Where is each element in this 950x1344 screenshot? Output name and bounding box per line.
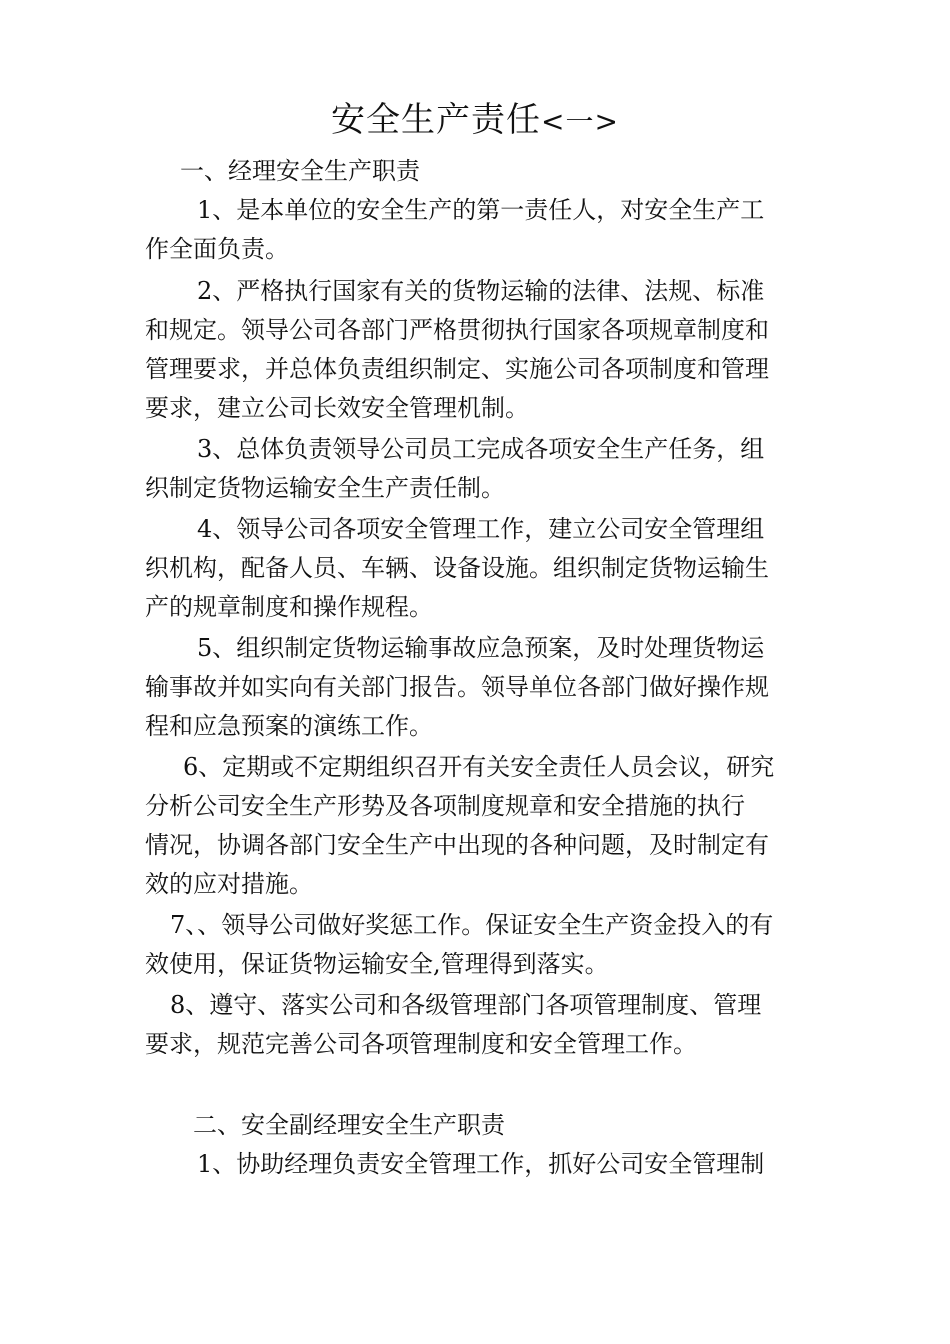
s1-item2-line2: 和规定。领导公司各部门严格贯彻执行国家各项规章制度和 bbox=[145, 316, 769, 344]
s2-item1-line1: 1、协助经理负责安全管理工作，抓好公司安全管理制 bbox=[197, 1150, 765, 1178]
s1-item5-line3: 程和应急预案的演练工作。 bbox=[145, 712, 433, 740]
s1-item4-line1: 4、领导公司各项安全管理工作，建立公司安全管理组 bbox=[197, 515, 765, 543]
title-text: 安全生产责任 bbox=[331, 100, 542, 140]
s1-item5-line2: 输事故并如实向有关部门报告。领导单位各部门做好操作规 bbox=[145, 673, 769, 701]
s1-item3-line2: 织制定货物运输安全生产责任制。 bbox=[145, 474, 505, 502]
s1-item6-line4: 效的应对措施。 bbox=[145, 870, 313, 898]
s1-item1-line1: 1、是本单位的安全生产的第一责任人，对安全生产工 bbox=[197, 196, 765, 224]
section2-heading: 二、安全副经理安全生产职责 bbox=[193, 1111, 505, 1139]
s1-item1-line2: 作全面负责。 bbox=[145, 235, 289, 263]
s1-item2-line1: 2、严格执行国家有关的货物运输的法律、法规、标准 bbox=[197, 277, 765, 305]
document-title bbox=[0, 96, 950, 146]
s1-item6-line1: 6、定期或不定期组织召开有关安全责任人员会议，研究 bbox=[183, 753, 775, 781]
s1-item8-line2: 要求，规范完善公司各项管理制度和安全管理工作。 bbox=[145, 1030, 697, 1058]
s1-item7-line2: 效使用，保证货物运输安全,管理得到落实。 bbox=[145, 950, 609, 978]
s1-item2-line4: 要求，建立公司长效安全管理机制。 bbox=[145, 394, 529, 422]
s1-item2-line3: 管理要求，并总体负责组织制定、实施公司各项制度和管理 bbox=[145, 355, 769, 383]
s1-item8-line1: 8、遵守、落实公司和各级管理部门各项管理制度、管理 bbox=[170, 991, 762, 1019]
title-suffix: <一> bbox=[541, 105, 619, 138]
s1-item3-line1: 3、总体负责领导公司员工完成各项安全生产任务，组 bbox=[197, 435, 765, 463]
s1-item6-line3: 情况，协调各部门安全生产中出现的各种问题，及时制定有 bbox=[145, 831, 769, 859]
s1-item5-line1: 5、组织制定货物运输事故应急预案，及时处理货物运 bbox=[197, 634, 765, 662]
s1-item4-line3: 产的规章制度和操作规程。 bbox=[145, 593, 433, 621]
section1-heading: 一、经理安全生产职责 bbox=[180, 157, 420, 185]
s1-item6-line2: 分析公司安全生产形势及各项制度规章和安全措施的执行 bbox=[145, 792, 745, 820]
s1-item7-line1: 7、、领导公司做好奖惩工作。保证安全生产资金投入的有 bbox=[170, 911, 774, 939]
s1-item4-line2: 织机构，配备人员、车辆、设备设施。组织制定货物运输生 bbox=[145, 554, 769, 582]
